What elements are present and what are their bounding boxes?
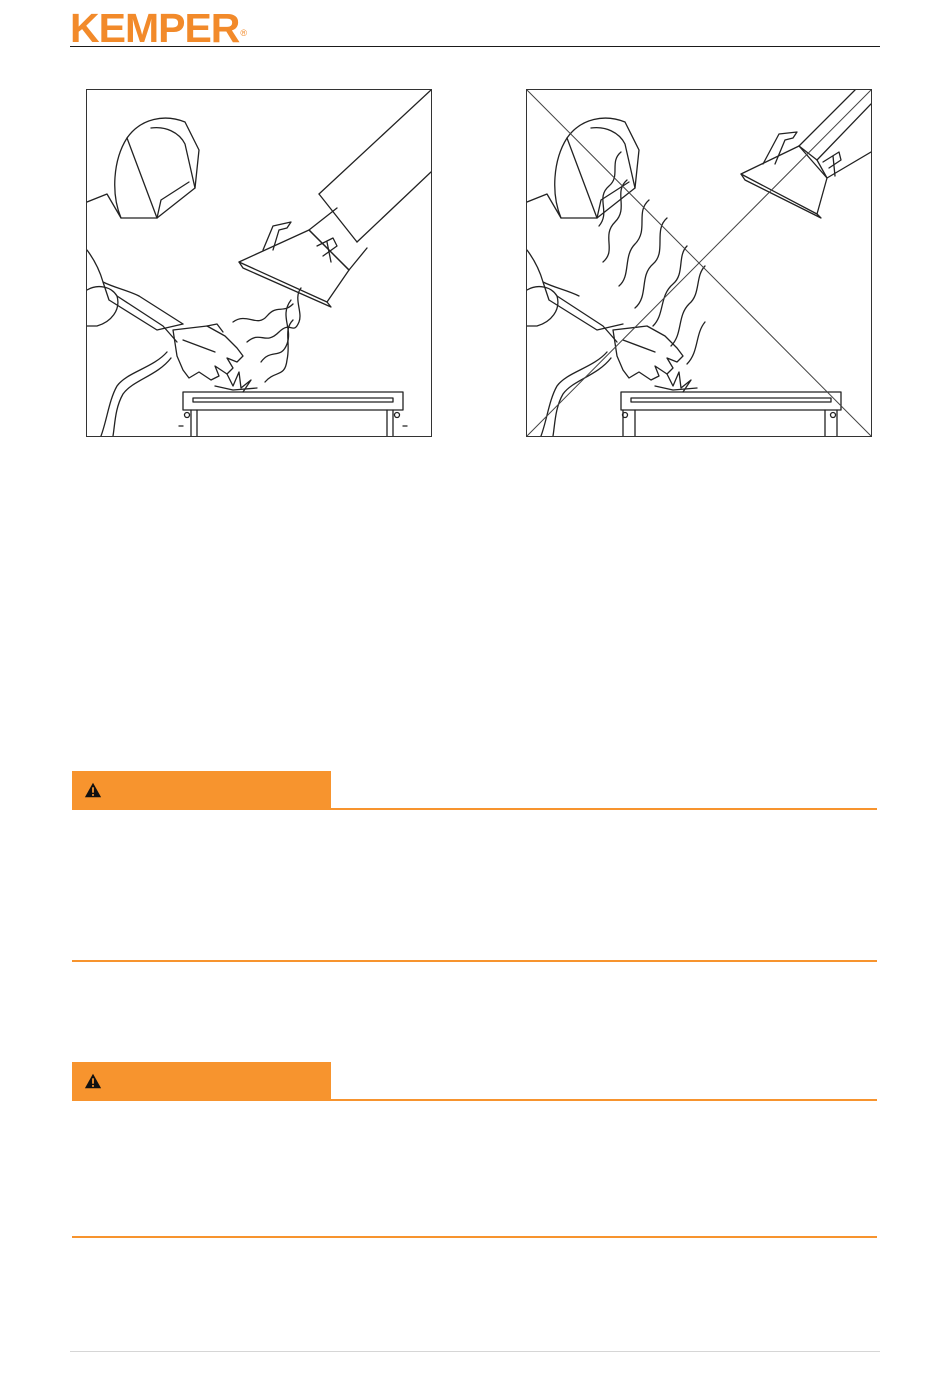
warning-divider-2 bbox=[72, 1099, 877, 1101]
warning-triangle-icon bbox=[84, 1072, 102, 1090]
registered-mark: ® bbox=[240, 28, 247, 38]
figure-incorrect-position bbox=[526, 89, 872, 437]
welding-extraction-correct-illustration bbox=[87, 90, 431, 436]
warning-end-divider-1 bbox=[72, 960, 877, 962]
logo-text: KEMPER bbox=[70, 5, 240, 51]
warning-end-divider-2 bbox=[72, 1236, 877, 1238]
header-divider bbox=[70, 46, 880, 47]
warning-triangle-icon bbox=[84, 781, 102, 799]
warning-header-2 bbox=[72, 1062, 331, 1100]
figure-correct-position bbox=[86, 89, 432, 437]
kemper-logo bbox=[70, 6, 246, 50]
footer-divider bbox=[70, 1351, 880, 1352]
warning-divider-1 bbox=[72, 808, 877, 810]
warning-header-1 bbox=[72, 771, 331, 809]
welding-extraction-incorrect-illustration bbox=[527, 90, 871, 436]
